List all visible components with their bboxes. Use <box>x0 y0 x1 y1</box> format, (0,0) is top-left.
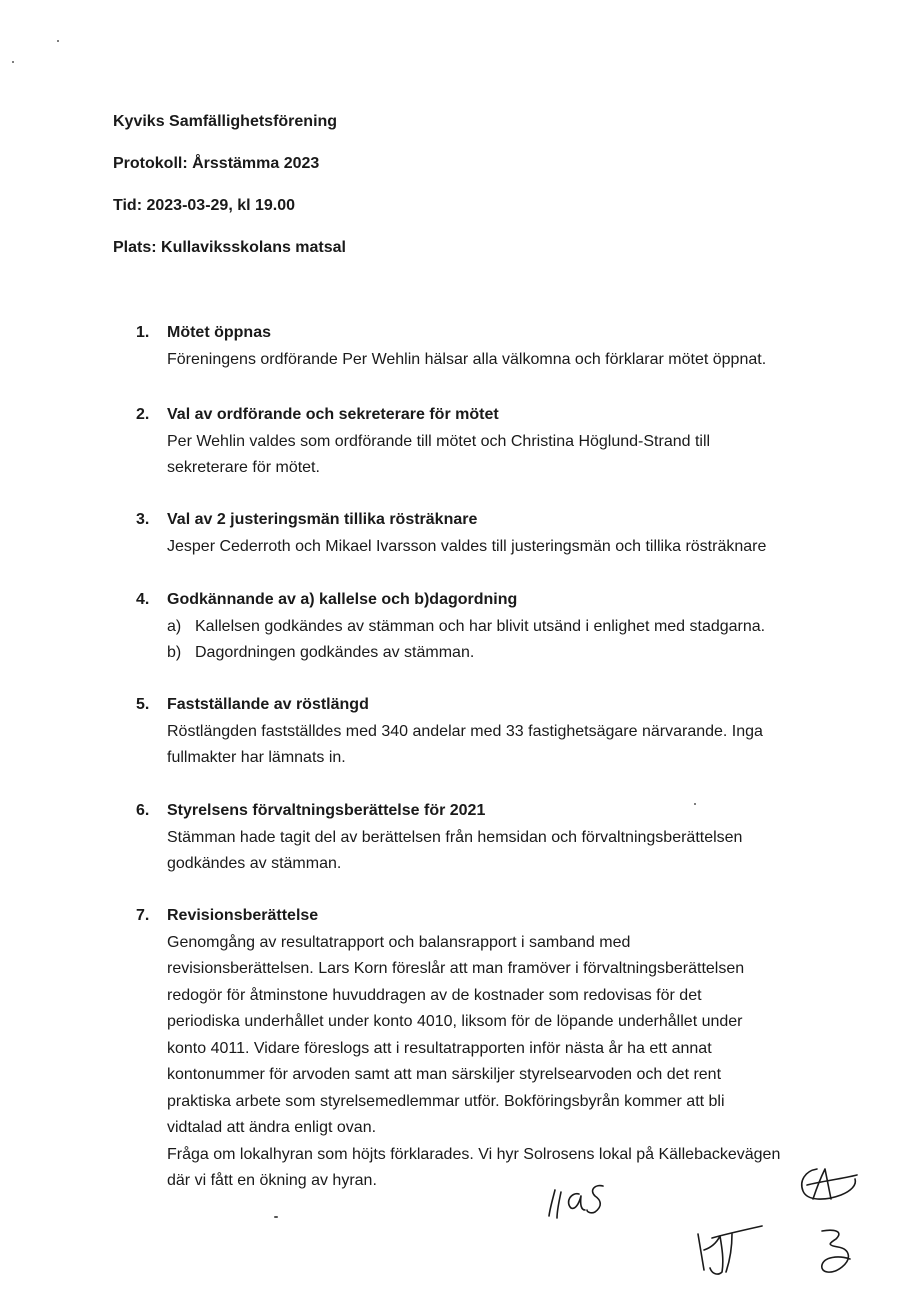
sub-item-a <box>167 614 836 641</box>
item-text-line: Stämman hade tagit del av berättelsen från hemsidan och förvaltningsberättelsen <box>167 828 743 846</box>
item-text-line: Röstlängden fastställdes med 340 andelar med 33 fastighetsägare närvarande. Inga <box>167 722 763 740</box>
organization-name: Kyviks Samfällighetsförening <box>113 113 338 130</box>
initials-signature-4 <box>808 1225 868 1280</box>
meeting-time: Tid: 2023-03-29, kl 19.00 <box>113 197 296 214</box>
item-title: Godkännande av a) kallelse och b)dagordning <box>167 591 518 608</box>
sub-item-letter: b) <box>167 644 182 661</box>
item-number: 4. <box>136 591 150 608</box>
item-number: 3. <box>136 511 150 528</box>
meeting-place: Plats: Kullaviksskolans matsal <box>113 239 346 256</box>
item-text-line: praktiska arbete som styrelsemedlemmar utför. Bokföringsbyrån kommer att bli <box>167 1092 725 1110</box>
item-title: Revisionsberättelse <box>167 907 319 924</box>
item-text-line: Per Wehlin valdes som ordförande till mötet och Christina Höglund-Strand till <box>167 432 711 450</box>
item-text-line: konto 4011. Vidare föreslogs att i resultatrapporten inför nästa år ha ett annat <box>167 1039 712 1057</box>
agenda-item-6 <box>136 798 836 878</box>
protocol-title: Protokoll: Årsstämma 2023 <box>113 155 320 172</box>
agenda-item-7 <box>136 903 836 1195</box>
agenda-item-5 <box>136 692 836 772</box>
sub-item-b <box>167 640 836 667</box>
scan-speck <box>57 40 59 42</box>
agenda-item-4 <box>136 587 836 667</box>
item-number: 6. <box>136 802 150 819</box>
item-number: 1. <box>136 324 150 341</box>
item-title: Mötet öppnas <box>167 324 271 341</box>
agenda-item-2 <box>136 402 836 482</box>
item-number: 2. <box>136 406 150 423</box>
item-title: Styrelsens förvaltningsberättelse för 2021 <box>167 802 486 819</box>
initials-signature-1 <box>545 1180 615 1225</box>
item-text-line: godkändes av stämman. <box>167 855 342 872</box>
sub-item-text: Dagordningen godkändes av stämman. <box>195 644 475 661</box>
initials-signature-2 <box>795 1163 865 1208</box>
item-title: Val av ordförande och sekreterare för mötet <box>167 406 499 423</box>
item-title: Val av 2 justeringsmän tillika rösträknare <box>167 511 478 528</box>
scan-speck <box>12 61 14 63</box>
sub-item-letter: a) <box>167 617 182 635</box>
item-title: Fastställande av röstlängd <box>167 696 369 713</box>
item-text-line: redogör för åtminstone huvuddragen av de kostnader som redovisas för det <box>167 986 702 1004</box>
item-text-line: Föreningens ordförande Per Wehlin hälsar alla välkomna och förklarar mötet öppnat. <box>167 350 767 368</box>
item-number: 5. <box>136 696 150 713</box>
item-text-line: kontonummer för arvoden samt att man särskiljer styrelsearvoden och det rent <box>167 1066 722 1083</box>
item-text-line: Genomgång av resultatrapport och balansrapport i samband med <box>167 933 631 951</box>
initials-signature-3 <box>692 1220 772 1280</box>
scan-speck <box>694 803 696 805</box>
item-text-line: där vi fått en ökning av hyran. <box>167 1172 377 1189</box>
item-number: 7. <box>136 907 150 924</box>
agenda-item-1 <box>136 320 836 373</box>
item-text-line: periodiska underhållet under konto 4010, liksom för de löpande underhållet under <box>167 1013 743 1030</box>
item-text-line: vidtalad att ändra enligt ovan. <box>167 1119 377 1136</box>
item-text-line: Jesper Cederroth och Mikael Ivarsson valdes till justeringsmän och tillika rösträknare <box>167 537 767 555</box>
item-text-line: fullmakter har lämnats in. <box>167 749 346 766</box>
item-text-line: sekreterare för mötet. <box>167 459 320 476</box>
agenda-item-3 <box>136 507 836 560</box>
sub-item-text: Kallelsen godkändes av stämman och har blivit utsänd i enlighet med stadgarna. <box>195 617 766 635</box>
scan-speck <box>274 1216 278 1218</box>
item-text-line: Fråga om lokalhyran som höjts förklarades. Vi hyr Solrosens lokal på Källebackevägen <box>167 1145 781 1163</box>
item-text-line: revisionsberättelsen. Lars Korn föreslår att man framöver i förvaltningsberättelsen <box>167 960 745 977</box>
